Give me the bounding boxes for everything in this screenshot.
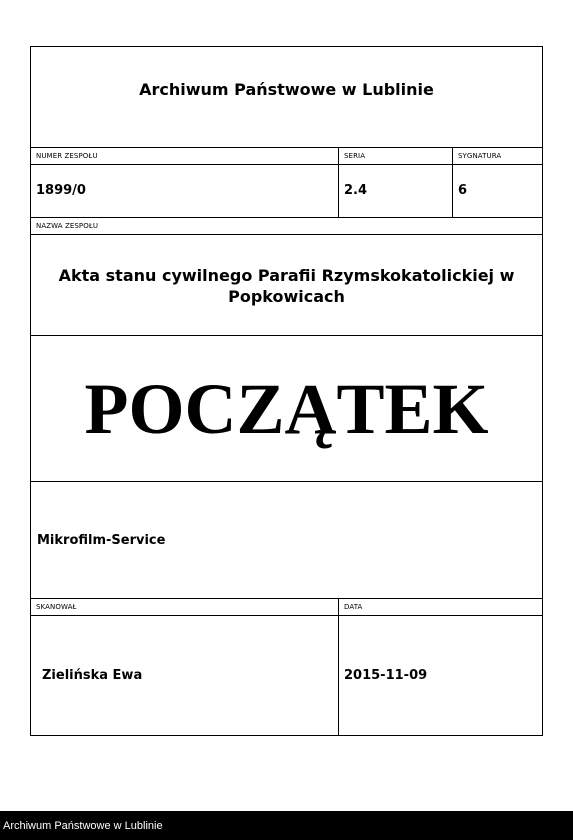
numer-label-cell: [31, 148, 338, 164]
sygnatura-label-cell: [452, 148, 542, 164]
skanowal-label-cell: [31, 599, 338, 615]
scan-values-row: [31, 616, 542, 735]
scan-labels-row: [31, 599, 542, 616]
data-label-cell: [338, 599, 542, 615]
data-value: 2015-11-09: [344, 668, 428, 683]
data-label: DATA: [344, 603, 363, 611]
skanowal-value: Zielińska Ewa: [42, 668, 143, 683]
fonds-values-row: [31, 165, 542, 218]
seria-value: 2.4: [344, 183, 368, 198]
archive-card: [30, 46, 543, 736]
service-row: [31, 482, 542, 599]
sygnatura-value: 6: [458, 183, 468, 198]
numer-value-cell: [31, 165, 338, 217]
sygnatura-value-cell: [452, 165, 542, 217]
nazwa-value-row: [31, 235, 542, 336]
footer-bar: [0, 811, 573, 840]
skanowal-value-cell: [31, 616, 338, 735]
numer-zespolu-label: NUMER ZESPOŁU: [36, 152, 98, 160]
seria-label: SERIA: [344, 152, 366, 160]
data-value-cell: [338, 616, 542, 735]
service-name: Mikrofilm-Service: [37, 533, 166, 548]
numer-zespolu-value: 1899/0: [36, 183, 86, 198]
archive-title: Archiwum Państwowe w Lublinie: [139, 80, 434, 99]
archive-title-row: [31, 47, 542, 148]
poczatek-marker: POCZĄTEK: [84, 369, 489, 449]
nazwa-label-row: [31, 218, 542, 235]
seria-label-cell: [338, 148, 452, 164]
skanowal-label: SKANOWAŁ: [36, 603, 77, 611]
footer-archive-name: Archiwum Państwowe w Lublinie: [3, 820, 163, 832]
nazwa-zespolu-value: Akta stanu cywilnego Parafii Rzymskokatolickiej w Popkowicach: [58, 266, 515, 306]
seria-value-cell: [338, 165, 452, 217]
nazwa-zespolu-label: NAZWA ZESPOŁU: [36, 222, 99, 230]
marker-row: [31, 336, 542, 482]
fonds-labels-row: [31, 148, 542, 165]
sygnatura-label: SYGNATURA: [458, 152, 502, 160]
